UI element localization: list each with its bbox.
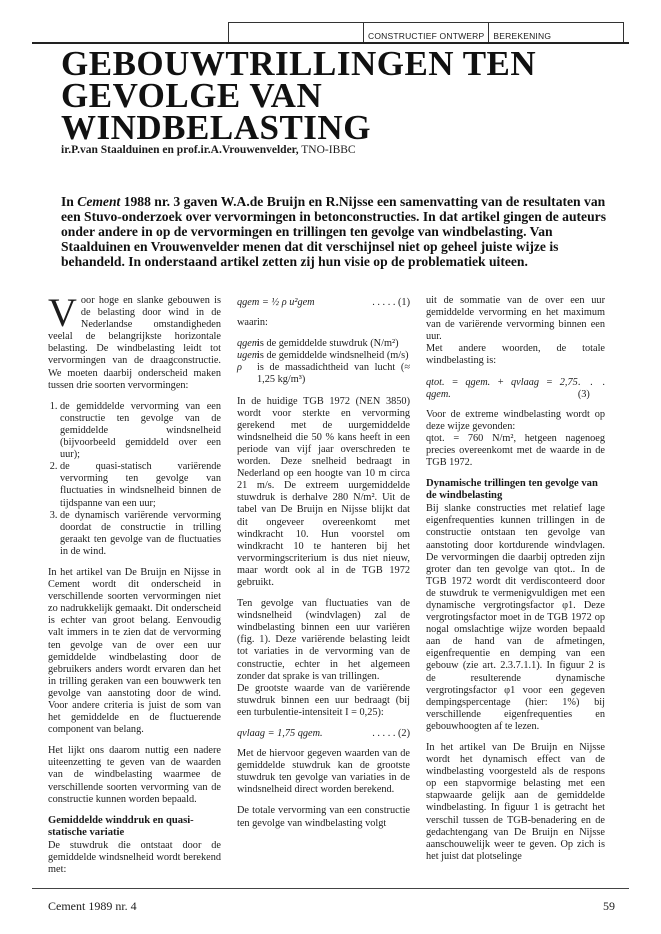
author-names: ir.P.van Staalduinen en prof.ir.A.Vrouwenvelder,	[61, 144, 299, 156]
column-2	[237, 295, 410, 839]
body-paragraph: Ten gevolge van fluctuaties van de windsnelheid (windvlagen) zal de windbelasting binnen een uur variëren (fig. 1). Deze variërende belasting leidt tot variaties in de vervorming van de constructie, echter in het algemeen zonder dat sprake is van trillingen.	[237, 598, 410, 682]
definition-row: ρ is de massadichtheid van lucht (≈ 1,25 kg/m³)	[237, 362, 410, 386]
section-heading: Gemiddelde winddruk en quasi-statische variatie	[48, 814, 194, 838]
lead-text: 1988 nr. 3 gaven W.A.de Bruijn en R.Nijsse een samenvatting van de resultaten van een Stuvo-onderzoek over vervormingen in betonconstructies. In dat artikel gingen de auteurs onder andere in op de vervormingen en trillingen ten gevolge van windbelasting. Van Staalduinen en Vrouwenvelder menen dat dit verschijnsel niet op geheel juiste wijze is behandeld. In onderstaand artikel zetten zij hun visie op de problematiek uiteen.	[61, 194, 606, 269]
body-paragraph: Met andere woorden, de totale windbelasting is:	[426, 343, 605, 367]
section-header	[228, 22, 624, 44]
list-item: 2. de quasi-statisch variërende vervorming ten gevolge van fluctuaties in windsnelheid binnen de tijdspanne van een uur;	[60, 461, 221, 509]
body-paragraph: Het lijkt ons daarom nuttig een nadere uiteenzetting te geven van de waarden van de windbelasting waarmee de verschillende soorten vervorming van de constructie kunnen worden bepaald.	[48, 745, 221, 805]
body-paragraph: De stuwdruk die ontstaat door de gemiddelde windsnelheid wordt berekend met:	[48, 839, 221, 875]
body-paragraph: In het artikel van De Bruijn en Nijsse in Cement wordt dit onderscheid in verschillende soorten vervormingen niet zo nadrukkelijk gemaakt. Dit onderscheid is echter van groot belang. Eenvoudig valt immers in te zien dat de vervorming ten gevolge van de over een uur gemiddelde windbelasting door de gebruikers anders wordt ervaren dan het in trilling geraken van een bouwwerk ten gevolge van aanstoting door de wind. Voor andere criteria is juist de som van het gemiddelde en de fluctuerende component van belang.	[48, 566, 221, 736]
lead-prefix: In	[61, 194, 78, 209]
list-item: 3. de dynamisch variërende vervorming doordat de constructie in trilling geraakt ten gevolge van de fluctuaties in de wind.	[60, 510, 221, 558]
body-paragraph: In de huidige TGB 1972 (NEN 3850) wordt voor sterkte en vervorming gerekend met de uurgemiddelde windsnelheid die 50 % kans heeft in een periode van vijf jaar overschreden te worden. Deze snelheid bedraagt in Nederland op een hoogte van 10 m circa 21 m/s. De extreem uurgemiddelde stuwdruk is derhalve 280 N/m². Uit de tabel van De Bruijn en Nijsse blijkt dat dit ongeveer overeenkomt met windkracht 10. Hun voorstel om windkracht 10 te hanteren bij het vervormingscriterium is dus niet nieuw, maar wordt ook al in de TGB 1972 gebruikt.	[237, 395, 410, 588]
body-paragraph: In het artikel van De Bruijn en Nijsse wordt het dynamisch effect van de windbelasting voorgesteld als de respons op een stapvormige belasting met een stapwaarde gelijk aan de gemiddelde windbelasting. In figuur 1 is getracht het verschil tussen de TGB-benadering en de gedachtengang van De Bruijn en Nijsse aanschouwelijk weer te geven. Op zich is het juist dat plotselinge	[426, 742, 605, 862]
formula-2: qvlaag = 1,75 qgem. . . . . . (2)	[237, 728, 410, 739]
column-1	[48, 290, 221, 885]
body-paragraph: De grootste waarde van de variërende stuwdruk binnen een uur bedraagt (bij een turbulentie-intensiteit I = 0,25):	[237, 682, 410, 718]
title-line-2: GEVOLGE VAN WINDBELASTING	[61, 76, 371, 147]
header-blank-cell	[229, 23, 364, 43]
definition-row: qgem is de gemiddelde stuwdruk (N/m²)	[237, 338, 399, 350]
formula-1: qgem = ½ ρ u²gem . . . . . (1)	[237, 297, 410, 308]
header-tag-constructief: CONSTRUCTIEF ONTWERP	[364, 23, 489, 43]
header-tag-berekening: BEREKENING	[493, 31, 552, 41]
body-paragraph: Bij slanke constructies met relatief lage eigenfrequenties kunnen trillingen in de constructie ontstaan ten gevolge van aanstoting door kortdurende windvlagen. De vervormingen die daarbij optreden zijn groter dan ten gevolge van qtot.. In de TGB 1972 wordt dit verdisconteerd door de stuwdruk te vermenigvuldigen met een dynamische vergrotingsfactor φ1. Deze vergrotingsfactor moet in de TGB 1972 op nogal omslachtige wijze worden bepaald aan de hand van de afmetingen, eigenfrequentie en demping van een gebouw (zie art. 2.3.7.1.1). In figuur 2 is de resulterende dynamische vergrotingsfactor φ1 voor een gegeven dempingspercentage (hier: 1%) bij verschillende eigenfrequenties en gebouwhoogten af te lezen.	[426, 503, 605, 732]
lead-journal: Cement	[77, 194, 121, 209]
intro-paragraph: Voor hoge en slanke gebouwen is de belasting door wind in de Nederlandse omstandigheden veelal de belangrijkste horizontale belasting. De windbelasting leidt tot vervormingen van de draagconstructie. We moeten daarbij onderscheid maken tussen drie soorten vervormingen:	[48, 290, 221, 391]
body-paragraph: qtot. = 760 N/m², hetgeen nagenoeg precies overeenkomt met de waarde in de TGB 1972.	[426, 432, 605, 469]
article-lead	[61, 194, 617, 269]
page-number: 59	[603, 899, 615, 913]
column-3	[426, 295, 605, 872]
body-paragraph: Voor de extreme windbelasting wordt op deze wijze gevonden:	[426, 408, 605, 432]
list-item: 1. de gemiddelde vervorming van een constructie ten gevolge van de gemiddelde windsnelheid (bijvoorbeeld gemiddeld over een uur);	[60, 401, 221, 461]
author-affiliation: TNO-IBBC	[298, 144, 356, 156]
article-title	[61, 44, 621, 147]
title-line-1: GEBOUWTRILLINGEN TEN	[61, 44, 537, 83]
article-authors	[61, 144, 356, 156]
body-paragraph: Met de hiervoor gegeven waarden van de gemiddelde stuwdruk kan de grootste stuwdruk ten gevolge van variaties in de windsnelheid direct worden berekend.	[237, 748, 410, 796]
section-heading: Dynamische trillingen ten gevolge van de windbelasting	[426, 478, 598, 502]
definition-row: ugem is de gemiddelde windsnelheid (m/s)	[237, 350, 409, 362]
body-paragraph: De totale vervorming van een constructie ten gevolge van windbelasting volgt	[237, 805, 410, 829]
formula-3: qtot. = qgem. + qvlaag = 2,75 qgem. . . . (3)	[426, 376, 605, 400]
footer-issue: Cement 1989 nr. 4	[48, 899, 137, 913]
drop-cap: V	[48, 290, 77, 335]
body-paragraph: uit de sommatie van de over een uur gemiddelde vervorming en het maximum van de variërende vervorming binnen een uur.	[426, 295, 605, 343]
waarin-label: waarin:	[237, 317, 268, 329]
deformation-list	[48, 401, 221, 558]
footer-rule	[32, 888, 629, 889]
